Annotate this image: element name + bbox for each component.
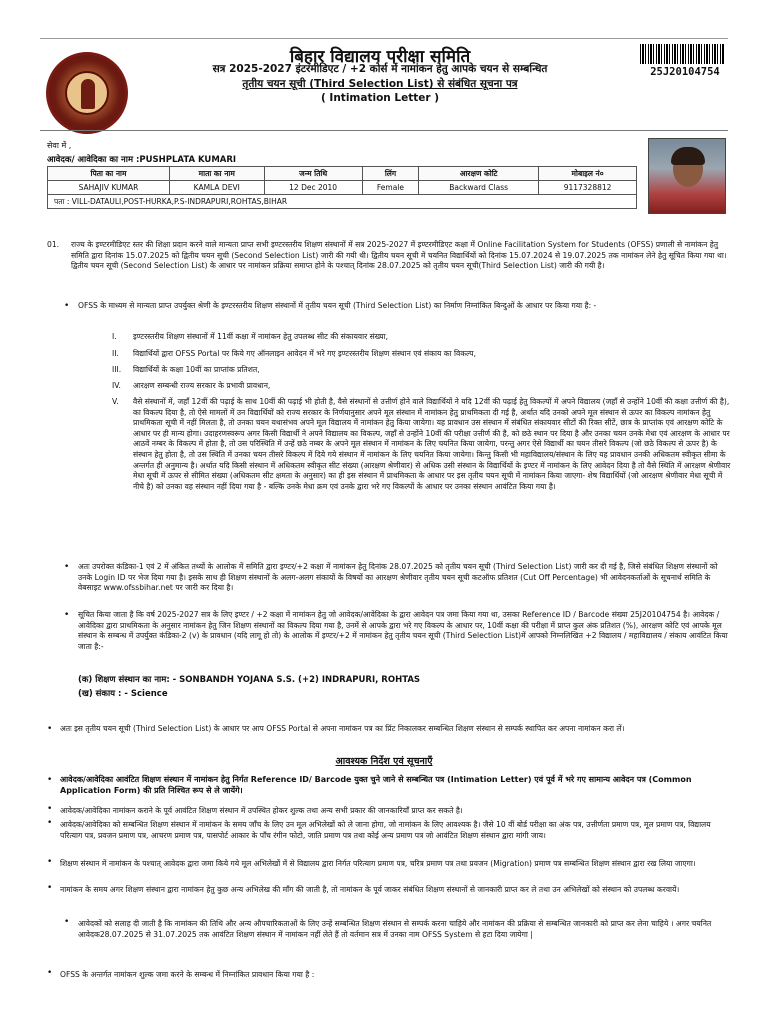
admission-instruction: अतः इस तृतीय चयन सूची (Third Selection List) के आधार पर आप OFSS Portal से अपना नामांकन पत्र का प्रिंट निकालकर सम्बन्धित शिक्षण संस्थान से सम्पर्क स्थापित कर अपना नामांकन करा लें।: [60, 724, 625, 733]
address-row: [48, 195, 637, 209]
header-separator: [40, 130, 728, 131]
father-name: SAHAJIV KUMAR: [48, 181, 170, 195]
category: Backward Class: [419, 181, 539, 195]
section-heading: आवश्यक निर्देश एवं सूचनाएँ: [335, 756, 433, 767]
applicant-details-table: [47, 166, 637, 209]
note-5: नामांकन के समय अगर शिक्षण संस्थान द्वारा नामांकन हेतु कुछ अन्य अभिलेख की माँग की जाती है, तो नामांकन के पूर्व जाकर संबंधित शिक्षण संस्थानों से जानकारी प्राप्त कर ले तथा उन अभिलेखों को संस्थान को उपलब्ध करवायें।: [60, 885, 680, 894]
header-mobile: मोबाइल नं०: [539, 167, 637, 181]
bullet-icon: •: [47, 968, 53, 978]
roman-numeral: I.: [112, 332, 117, 341]
address: पता : VILL-DATAULI,POST-HURKA,P.S-INDRAPURI,ROHTAS,BIHAR: [48, 195, 637, 209]
applicant-photo: [648, 138, 726, 214]
criterion-2: विद्यार्थियों द्वारा OFSS Portal पर किये गए ऑनलाइन आवेदन में भरे गए इण्टरस्तरीय शिक्षण संस्थान एवं संकाय का विकल्प,: [133, 349, 477, 358]
paragraph-text: राज्य के इण्टरमीडिएट स्तर की शिक्षा प्रदान करने वाले मान्यता प्राप्त सभी इण्टरस्तरीय शिक्षण संस्थानों में सत्र 2025-2027 में इण्टरमीडिएट कक्षा में Online Facilitation System for Students (OFSS) प्रणाली से नामांकन हेतु समिति द्वारा दिनांक 15.07.2025 को द्वितीय चयन सूची (Second Selection List) जारी की गयी थी। द्वितीय चयन सूची में चयनित विद्यार्थियों को दिनांक 15.07.2024 से 19.07.2025 तक नामांकन लेने हेतु सूचित किया गया था। द्वितीय चयन सूची (Second Selection List) के आधार पर नामांकन प्रक्रिया समाप्त होने के पश्चात् दिनांक 28.07.2025 को तृतीय चयन सूची(Third Selection List) जारी की गयी है।: [71, 240, 727, 271]
criterion-4: आरक्षण सम्बन्धी राज्य सरकार के प्रभावी प्रावधान,: [133, 381, 271, 390]
header-category: आरक्षण कोटि: [419, 167, 539, 181]
header-dob: जन्म तिथि: [264, 167, 362, 181]
bullet-icon: •: [64, 917, 70, 927]
barcode: [640, 44, 724, 64]
header-gender: लिंग: [362, 167, 418, 181]
selection-list-notice: अतः उपरोक्त कंडिका-1 एवं 2 में अंकित तथ्यों के आलोक में समिति द्वारा इण्टर/+2 कक्षा में नामांकन हेतु दिनांक 28.07.2025 को तृतीय चयन सूची (Third Selection List) जारी कर दी गई है, जिसे संबंधित शिक्षण संस्थानों को उनके Login ID पर भेज दिया गया है। इसके साथ ही शिक्षण संस्थानों के अलग-अलग संकायों के विषयों का आरक्षण श्रेणीवार तृतीय चयन सूची कटऑफ प्रतिशत (Cut Off Percentage) भी आवेदनकर्ताओं के सूचनार्थ समिति के वेबसाइट www.ofssbihar.net पर जारी कर दिया है।: [78, 562, 718, 593]
allotted-faculty: (ख) संकाय : - Science: [78, 689, 168, 699]
table-row: [48, 181, 637, 195]
note-6: आवेदकों को सलाह दी जाती है कि नामांकन की तिथि और अन्य औपचारिकताओं के लिए उन्हें सम्बन्धित शिक्षण संस्थान से सम्पर्क करना चाहिये और नामांकन की प्रक्रिया से सम्बन्धित जानकारी को प्राप्त कर लेना चाहिये । अगर चयनित आवेदक28.07.2025 से 31.07.2025 तक आवंटित शिक्षण संस्थान में नामांकन नहीं लेते हैं तो वर्तमान सत्र में उनका नाम OFSS System से हटा दिया जायेगा |: [78, 919, 712, 939]
bullet-icon: •: [47, 775, 53, 785]
criterion-3: विद्यार्थियों के कक्षा 10वीं का प्राप्तांक प्रतिशत,: [133, 365, 260, 374]
bullet-icon: •: [47, 804, 53, 814]
list-title: तृतीय चयन सूची (Third Selection List) से संबंधित सूचना पत्र: [242, 78, 518, 90]
ofss-criteria-intro: OFSS के माध्यम से मान्यता प्राप्त उपर्युक्त श्रेणी के इण्टरस्तरीय शिक्षण संस्थानों में तृतीय चयन सूची (Third Selection List) का निर्माण निम्नांकित बिन्दुओं के आधार पर किया गया है: -: [78, 301, 597, 310]
roman-numeral: III.: [112, 365, 122, 374]
criterion-5: वैसे संस्थानों में, जहाँ 12वीं की पढ़ाई के साथ 10वीं की पढ़ाई भी होती है, वैसे संस्थानों से उत्तीर्ण होने वाले विद्यार्थियों ने यदि 12वीं की पढ़ाई हेतु विकल्पों में अपने विद्यालय (जहाँ से उन्होंने 10वीं की कक्षा उत्तीर्ण की है), का विकल्प दिया है, तो ऐसे मामलों में उन विद्यार्थियों को राज्य सरकार के निर्णयानुसार अपने मूल संस्थान में नामांकन हेतु प्राथमिकता दी गई है, अर्थात यदि उनको अपने मूल संस्थान से ऊपर का विकल्प नामांकन हेतु प्राथमिकता सूची में नहीं मिलता है, तो उनका चयन यथासंभव अपने मूल विद्यालय में नामांकन हेतु किया जायेगा। यह प्रावधान उस संस्थान में संबंधित संकायवार सीटों की रिक्त सीटें, छात्र के प्राप्तांक एवं आरक्षण कोटि के आधार पर ही मान्य होगा। उदाहरणस्वरूप अगर किसी विद्यार्थी ने अपने विद्यालय का विकल्प, जहाँ से उन्होंने 10वीं की परीक्षा उत्तीर्ण की है, को छठे स्थान पर दिया है और उनका चयन उनके मेधा एवं आरक्षण के आधार पर आठवें नम्बर के विकल्प में होता है, तो उस परिस्थिति में उन्हें छठे नम्बर के अपने मूल संस्थान में नामांकन के लिए चयनित किया जायेगा, परन्तु अगर ऐसे विद्यार्थी का चयन तीसरे विकल्प (जो छठे विकल्प से ऊपर है) के संस्थान हेतु होता है, तो उस स्थिति में उनका चयन तीसरे विकल्प में दिये गये संस्थान में नामांकन के लिए चयनित किया जायेगा। किन्तु किसी भी महाविद्यालय/संस्थान के लिए यह प्रावधान उनकी अधिकतम स्वीकृत सीमा के अन्तर्गत ही अनुमान्य है। अर्थात यदि किसी संस्थान में अधिकतम स्वीकृत सीट संख्या (आरक्षण श्रेणीवार) से अधिक उसी संस्थान के विद्यार्थियों के इण्टर में नामांकन के लिए आवेदन दिया है तो वैसे स्थिति में आरक्षण श्रेणीवार मेधा सूची में ऊपर से सीमित संख्या (अधिकतम सीट क्षमता के अनुसार) का ही इस संस्थान में प्राथमिकता के आधार पर इस तृतीय चयन सूची में नामांकन किया जाएगा- शेष विद्यार्थियों (जो आरक्षण श्रेणीवार मेधा सूची में नीचे है) को उनका वह संस्थान नहीं दिया गया है - बल्कि उनके मेधा क्रम एवं उनके द्वारा भरे गए विकल्पों के आधार पर उनका संस्थान आवंटित किया गया है।: [133, 397, 731, 491]
salutation: सेवा में ,: [47, 141, 72, 150]
roman-numeral: V.: [112, 397, 119, 406]
bullet-icon: •: [47, 883, 53, 893]
note-2: आवेदक/आवेदिका नामांकन कराने के पूर्व आवंटित शिक्षण संस्थान में उपस्थित होकर शुल्क तथा अन्य सभी प्रकार की जानकारियाँ प्राप्त कर सकते है।: [60, 806, 463, 815]
header-father: पिता का नाम: [48, 167, 170, 181]
paragraph-01: [47, 240, 737, 290]
allotment-notice: सूचित किया जाता है कि वर्ष 2025-2027 सत्र के लिए इण्टर / +2 कक्षा में नामांकन हेतु जो आवेदक/आवेदिका के द्वारा आवेदन पत्र जमा किया गया था, उसका Reference ID / Barcode संख्या 25J20104754 है। आवेदक /आवेदिका द्वारा प्राथमिकता के अनुसार नामांकन हेतु जिन शिक्षण संस्थानों का विकल्प दिया गया है, उनमें से आपके द्वारा भरे गए विकल्प के आधार पर, 10वीं कक्षा की परीक्षा में प्राप्त कुल अंक प्रतिशत (%), आरक्षण कोटि एवं आपके मूल संस्थान के सम्बन्ध में उपर्युक्त कंडिका-2 (v) के प्रावधान (यदि लागू हो तो) के आलोक में इण्टर/+2 में नामांकन हेतु तृतीय चयन सूची (Third Selection List)में आपको निम्नलिखित +2 विद्यालय / महाविद्यालय / संकाय आवंटित किया जाता है:-: [78, 610, 728, 651]
bseb-logo: [46, 52, 128, 134]
bullet-icon: •: [64, 562, 70, 572]
session-subtitle: सत्र 2025-2027 इंटरमीडिएट / +2 कोर्स में नामांकन हेतु आपके चयन से सम्बन्धित: [212, 63, 548, 75]
letter-label: ( Intimation Letter ): [320, 92, 440, 104]
applicant-name: आवेदक/ आवेदिका का नाम :PUSHPLATA KUMARI: [47, 155, 237, 165]
bullet-icon: •: [64, 610, 70, 620]
top-rule: [40, 38, 728, 39]
table-header-row: [48, 167, 637, 181]
bullet-icon: •: [47, 857, 53, 867]
bullet-icon: •: [47, 724, 53, 734]
mobile: 9117328812: [539, 181, 637, 195]
note-7: OFSS के अन्तर्गत नामांकन शुल्क जमा करने के सम्बन्ध में निम्नांकित प्रावधान किया गया है :: [60, 970, 315, 979]
gender: Female: [362, 181, 418, 195]
paragraph-number: 01.: [47, 240, 60, 249]
criterion-1: इण्टरस्तरीय शिक्षण संस्थानों में 11वीं कक्षा में नामांकन हेतु उपलब्ध सीट की संकायवार संख्या,: [133, 332, 388, 341]
mother-name: KAMLA DEVI: [169, 181, 264, 195]
roman-numeral: II.: [112, 349, 119, 358]
roman-numeral: IV.: [112, 381, 121, 390]
dob: 12 Dec 2010: [264, 181, 362, 195]
note-3: आवेदक/आवेदिका को सम्बन्धित शिक्षण संस्थान में नामांकन के समय जाँच के लिए उन मूल अभिलेखों को ले जाना होगा, जो नामांकन के लिए आवश्यक है। जैसे 10 वीं बोर्ड परीक्षा का अंक पत्र, उत्तीर्णता प्रमाण पत्र, मूल प्रमाण पत्र, विद्यालय परित्याग पत्र, प्रवजन प्रमाण पत्र, आचरण प्रमाण पत्र, पासपोर्ट आकार के पाँच रंगीन फोटो, जाति प्रमाण पत्र तथा कोई अन्य प्रमाण पत्र जो आवंटित शिक्षण संस्थान द्वारा मांगी जाय।: [60, 820, 711, 840]
barcode-number: 25J20104754: [650, 66, 720, 78]
bullet-icon: •: [64, 301, 70, 311]
board-title: बिहार विद्यालय परीक्षा समिति: [289, 47, 471, 67]
note-1: आवेदक/आवेदिका आवंटित शिक्षण संस्थान में नामांकन हेतु निर्गत Reference ID/ Barcode युक्त चुने जाने से सम्बन्धित पत्र (Intimation Letter) एवं पूर्व में भरे गए सामान्य आवेदन पत्र (Common Application Form) की प्रति निश्चित रूप से ले जायेंगे।: [60, 775, 692, 795]
header-mother: माता का नाम: [169, 167, 264, 181]
bullet-icon: •: [47, 818, 53, 828]
note-4: शिक्षण संस्थान में नामांकन के पश्चात् आवेदक द्वारा जमा किये गये मूल अभिलेखों में से विद्यालय द्वारा निर्गत परित्याग प्रमाण पत्र, चरित्र प्रमाण पत्र तथा प्रवजन (Migration) प्रमाण पत्र सम्बन्धित शिक्षण संस्थान द्वारा रख लिया जाएगा।: [60, 859, 696, 868]
allotted-school: (क) शिक्षण संस्थान का नाम: - SONBANDH YOJANA S.S. (+2) INDRAPURI, ROHTAS: [78, 675, 421, 685]
